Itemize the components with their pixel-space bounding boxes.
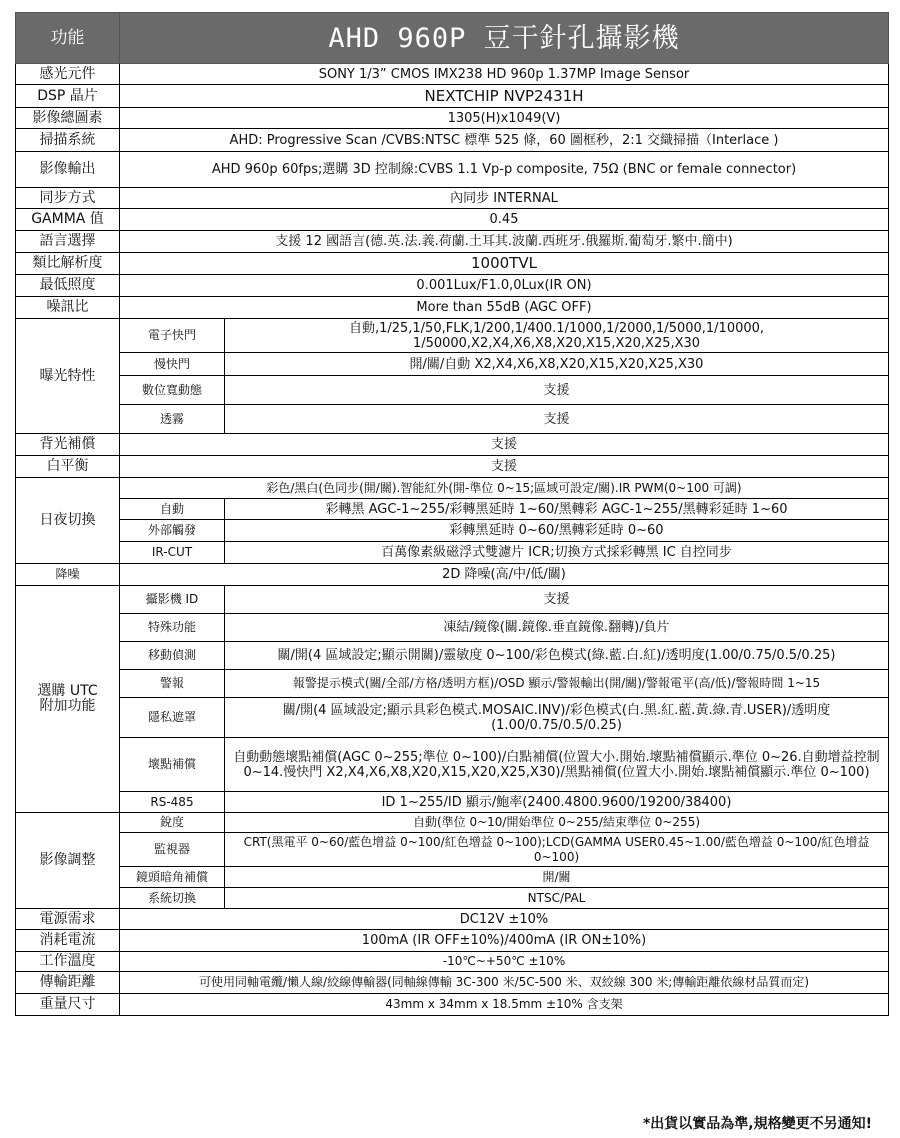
table-row xyxy=(16,586,889,614)
table-row xyxy=(16,542,889,564)
table-row xyxy=(16,867,889,888)
row-value-size: 43mm x 34mm x 18.5mm ±10% 含支架 xyxy=(120,994,889,1016)
table-row xyxy=(16,275,889,297)
sub-label-wdr: 數位寬動態 xyxy=(120,376,225,405)
sub-value-shading: 開/關 xyxy=(225,867,889,888)
sub-value-motion: 關/開(4 區域設定;顯示開關)/靈敏度 0~100/彩色模式(綠.藍.白.紅)/透明度(1.00/0.75/0.5/0.25) xyxy=(225,642,889,670)
sub-label-dpc: 壞點補償 xyxy=(120,738,225,792)
sub-value-defog: 支援 xyxy=(225,405,889,434)
row-label-exposure: 曝光特性 xyxy=(16,319,120,434)
row-value-awb: 支援 xyxy=(120,456,889,478)
row-label-temp: 工作溫度 xyxy=(16,952,120,972)
sub-label-dn-auto: 自動 xyxy=(120,499,225,520)
utc-label-line-1: 選購 UTC xyxy=(37,683,98,699)
sub-value-system: NTSC/PAL xyxy=(225,888,889,909)
product-title: AHD 960P 豆干針孔攝影機 xyxy=(120,13,889,64)
table-row xyxy=(16,64,889,85)
sub-value-wdr: 支援 xyxy=(225,376,889,405)
row-value-min-lux: 0.001Lux/F1.0,0Lux(IR ON) xyxy=(120,275,889,297)
spec-table xyxy=(15,12,889,1016)
sub-label-rs485: RS-485 xyxy=(120,792,225,813)
sub-label-cam-id: 攝影機 ID xyxy=(120,586,225,614)
row-label-image-adj: 影像調整 xyxy=(16,813,120,909)
table-row xyxy=(16,564,889,586)
sub-value-dn-auto: 彩轉黑 AGC-1~255/彩轉黑延時 1~60/黑轉彩 AGC-1~255/黑轉彩延時 1~60 xyxy=(225,499,889,520)
table-row xyxy=(16,456,889,478)
sub-value-monitor: CRT(黑電平 0~60/藍色增益 0~100/紅色增益 0~100);LCD(GAMMA USER0.45~1.00/藍色增益 0~100/紅色增益 0~100) xyxy=(225,833,889,867)
row-value-gamma: 0.45 xyxy=(120,209,889,231)
table-row xyxy=(16,108,889,129)
sub-value-dn-ext: 彩轉黑延時 0~60/黑轉彩延時 0~60 xyxy=(225,520,889,542)
table-row xyxy=(16,520,889,542)
table-row xyxy=(16,833,889,867)
row-label-power: 電源需求 xyxy=(16,909,120,930)
row-label-awb: 白平衡 xyxy=(16,456,120,478)
table-row xyxy=(16,405,889,434)
row-label-sensor: 感光元件 xyxy=(16,64,120,85)
table-row xyxy=(16,188,889,209)
table-row xyxy=(16,353,889,376)
table-row xyxy=(16,209,889,231)
row-label-resolution: 類比解析度 xyxy=(16,253,120,275)
sub-label-dn-ext: 外部觸發 xyxy=(120,520,225,542)
table-row xyxy=(16,972,889,994)
sub-label-motion: 移動偵測 xyxy=(120,642,225,670)
table-row xyxy=(16,738,889,792)
table-row xyxy=(16,813,889,833)
table-row xyxy=(16,434,889,456)
table-row xyxy=(16,129,889,152)
table-row xyxy=(16,376,889,405)
row-label-dsp: DSP 晶片 xyxy=(16,85,120,108)
sub-value-cam-id: 支援 xyxy=(225,586,889,614)
sub-label-dn-ircut: IR-CUT xyxy=(120,542,225,564)
footer-note: *出貨以實品為準,規格變更不另通知! xyxy=(642,1116,872,1132)
row-label-gamma: GAMMA 值 xyxy=(16,209,120,231)
row-value-current: 100mA (IR OFF±10%)/400mA (IR ON±10%) xyxy=(120,930,889,952)
row-label-output: 影像輸出 xyxy=(16,152,120,188)
sub-label-privacy: 隱私遮罩 xyxy=(120,698,225,738)
row-label-current: 消耗電流 xyxy=(16,930,120,952)
sub-value-privacy: 關/開(4 區域設定;顯示具彩色模式.MOSAIC.INV)/彩色模式(白.黑.紅.藍.黃.綠.青.USER)/透明度(1.00/0.75/0.5/0.25) xyxy=(225,698,889,738)
sub-value-alarm: 報警提示模式(關/全部/方格/透明方框)/OSD 顯示/警報輸出(開/關)/警報電平(高/低)/警報時間 1~15 xyxy=(225,670,889,698)
row-label-distance: 傳輸距離 xyxy=(16,972,120,994)
row-value-dsp: NEXTCHIP NVP2431H xyxy=(120,85,889,108)
table-row xyxy=(16,994,889,1016)
table-row xyxy=(16,888,889,909)
row-label-snr: 噪訊比 xyxy=(16,297,120,319)
row-label-min-lux: 最低照度 xyxy=(16,275,120,297)
row-label-dnr: 降噪 xyxy=(16,564,120,586)
table-row xyxy=(16,297,889,319)
sub-label-alarm: 警報 xyxy=(120,670,225,698)
row-value-pixels: 1305(H)x1049(V) xyxy=(120,108,889,129)
table-row xyxy=(16,614,889,642)
sub-label-system: 系統切換 xyxy=(120,888,225,909)
table-row xyxy=(16,253,889,275)
table-row xyxy=(16,152,889,188)
table-row xyxy=(16,792,889,813)
row-value-daynight-main: 彩色/黑白(色同步(開/關).智能紅外(開-準位 0~15;區域可設定/關).IR PWM(0~100 可調) xyxy=(120,478,889,499)
table-row xyxy=(16,909,889,930)
row-value-snr: More than 55dB (AGC OFF) xyxy=(120,297,889,319)
row-label-utc xyxy=(16,586,120,813)
table-row xyxy=(16,231,889,253)
row-value-power: DC12V ±10% xyxy=(120,909,889,930)
table-header xyxy=(16,13,889,64)
table-row xyxy=(16,670,889,698)
table-row xyxy=(16,698,889,738)
row-label-language: 語言選擇 xyxy=(16,231,120,253)
sub-label-shading: 鏡頭暗角補償 xyxy=(120,867,225,888)
row-label-scan: 掃描系統 xyxy=(16,129,120,152)
header-label: 功能 xyxy=(16,13,120,64)
sub-label-shutter: 電子快門 xyxy=(120,319,225,353)
table-row xyxy=(16,478,889,499)
sub-value-dn-ircut: 百萬像素級磁浮式雙濾片 ICR;切換方式採彩轉黑 IC 自控同步 xyxy=(225,542,889,564)
table-row xyxy=(16,319,889,353)
row-label-daynight: 日夜切換 xyxy=(16,478,120,564)
sub-value-shutter: 自動,1/25,1/50,FLK,1/200,1/400.1/1000,1/2000,1/5000,1/10000, 1/50000,X2,X4,X6,X8,X20,X15,X20,X25,X30 xyxy=(225,319,889,353)
table-row xyxy=(16,499,889,520)
sub-label-defog: 透霧 xyxy=(120,405,225,434)
table-row xyxy=(16,85,889,108)
row-value-resolution: 1000TVL xyxy=(120,253,889,275)
sub-label-monitor: 監視器 xyxy=(120,833,225,867)
row-value-language: 支援 12 國語言(德.英.法.義.荷蘭.土耳其.波蘭.西班牙.俄羅斯.葡萄牙.繁中.簡中) xyxy=(120,231,889,253)
sub-value-rs485: ID 1~255/ID 顯示/鮑率(2400.4800.9600/19200/38400) xyxy=(225,792,889,813)
row-value-sensor: SONY 1/3” CMOS IMX238 HD 960p 1.37MP Image Sensor xyxy=(120,64,889,85)
sub-value-special: 凍結/鏡像(關.鏡像.垂直鏡像.翻轉)/負片 xyxy=(225,614,889,642)
row-value-blc: 支援 xyxy=(120,434,889,456)
sub-value-sharp: 自動(準位 0~10/開始準位 0~255/結束準位 0~255) xyxy=(225,813,889,833)
row-value-scan: AHD: Progressive Scan /CVBS:NTSC 標準 525 條，60 圖框秒，2:1 交織掃描（Interlace ) xyxy=(120,129,889,152)
row-label-blc: 背光補償 xyxy=(16,434,120,456)
sub-value-slow-shutter: 開/關/自動 X2,X4,X6,X8,X20,X15,X20,X25,X30 xyxy=(225,353,889,376)
row-value-distance: 可使用同軸電纜/懶人線/絞線傳輸器(同軸線傳輸 3C-300 米/5C-500 米、双絞線 300 米;傳輸距離依線材品質而定) xyxy=(120,972,889,994)
sub-label-special: 特殊功能 xyxy=(120,614,225,642)
table-row xyxy=(16,930,889,952)
row-value-temp: -10℃~+50℃ ±10% xyxy=(120,952,889,972)
sub-label-sharp: 銳度 xyxy=(120,813,225,833)
table-row xyxy=(16,642,889,670)
utc-label-line-2: 附加功能 xyxy=(39,698,96,714)
row-label-size: 重量尺寸 xyxy=(16,994,120,1016)
row-value-dnr: 2D 降噪(高/中/低/關) xyxy=(120,564,889,586)
table-row xyxy=(16,952,889,972)
row-label-pixels: 影像總圖素 xyxy=(16,108,120,129)
sub-label-slow-shutter: 慢快門 xyxy=(120,353,225,376)
sub-value-dpc: 自動動態壞點補償(AGC 0~255;準位 0~100)/白點補償(位置大小.開始.壞點補償顯示.準位 0~26.自動增益控制 0~14.慢快門 X2,X4,X6,X8,X20,X15,X20,X25,X30)/黑點補償(位置大小.開始.壞點補償顯示.準位 0~100) xyxy=(225,738,889,792)
row-value-output: AHD 960p 60fps;選購 3D 控制線:CVBS 1.1 Vp-p composite, 75Ω (BNC or female connector) xyxy=(120,152,889,188)
row-value-sync: 內同步 INTERNAL xyxy=(120,188,889,209)
row-label-sync: 同步方式 xyxy=(16,188,120,209)
